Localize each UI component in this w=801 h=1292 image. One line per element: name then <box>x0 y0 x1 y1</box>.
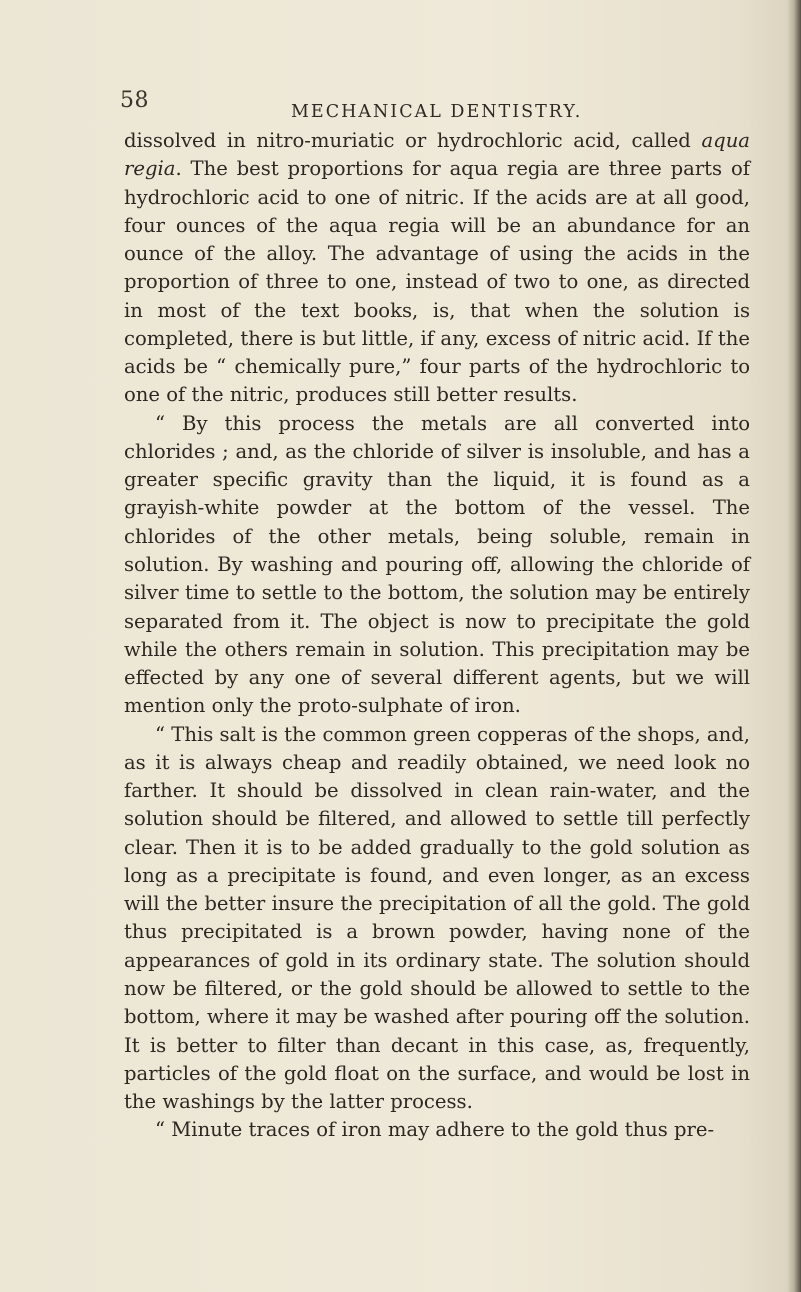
paragraph-1-italic-term: aqua regia <box>124 129 750 181</box>
page-gutter-shadow <box>787 0 801 1292</box>
paragraph-1-text-start: dissolved in nitro-muriatic or hydrochloric acid, called <box>124 129 702 152</box>
paragraph-1 <box>124 127 750 410</box>
page-number: 58 <box>120 88 149 113</box>
paragraph-4: “ Minute traces of iron may adhere to the gold thus pre- <box>155 1118 715 1142</box>
running-head: MECHANICAL DENTISTRY. <box>291 102 583 122</box>
paragraph-1-text-end: . The best proportions for aqua regia are three parts of hydrochloric acid to one of nitric. If the acids are at all good, four ounces of the aqua regia will be an abundance for an ounce of the alloy. The advantage of using the acids in the proportion of three to one, instead of two to one, as directed in most of the text books, is, that when the solution is completed, there is but little, if any, excess of nitric acid. If the acids be “ chemically pure,” four parts of the hydrochloric to one of the nitric, produces still better results. <box>124 157 750 407</box>
body-text <box>124 127 750 1145</box>
paragraph-3: “ This salt is the common green copperas of the shops, and, as it is always cheap and readily obtained, we need look no farther. It should be dissolved in clean rain-water, and the solution should be filtered, and allowed to settle till perfectly clear. Then it is to be added gradually to the gold solution as long as a precipitate is found, and even longer, as an excess will the better insure the precipitation of all the gold. The gold thus precipitated is a brown powder, having none of the appearances of gold in its ordinary state. The solution should now be filtered, or the gold should be allowed to settle to the bottom, where it may be washed after pouring off the solution. It is better to filter than decant in this case, as, frequently, particles of the gold float on the surface, and would be lost in the washings by the latter process. <box>124 722 750 1114</box>
paragraph-2: “ By this process the metals are all converted into chlorides ; and, as the chloride of silver is insoluble, and has a greater specific gravity than the liquid, it is found as a grayish-white powder at the bottom of the vessel. The chlorides of the other metals, being soluble, remain in solution. By washing and pouring off, allowing the chloride of silver time to settle to the bottom, the solution may be entirely separated from it. The object is now to precipitate the gold while the others remain in solution. This precipitation may be effected by any one of several different agents, but we will mention only the proto-sulphate of iron. <box>124 411 750 718</box>
